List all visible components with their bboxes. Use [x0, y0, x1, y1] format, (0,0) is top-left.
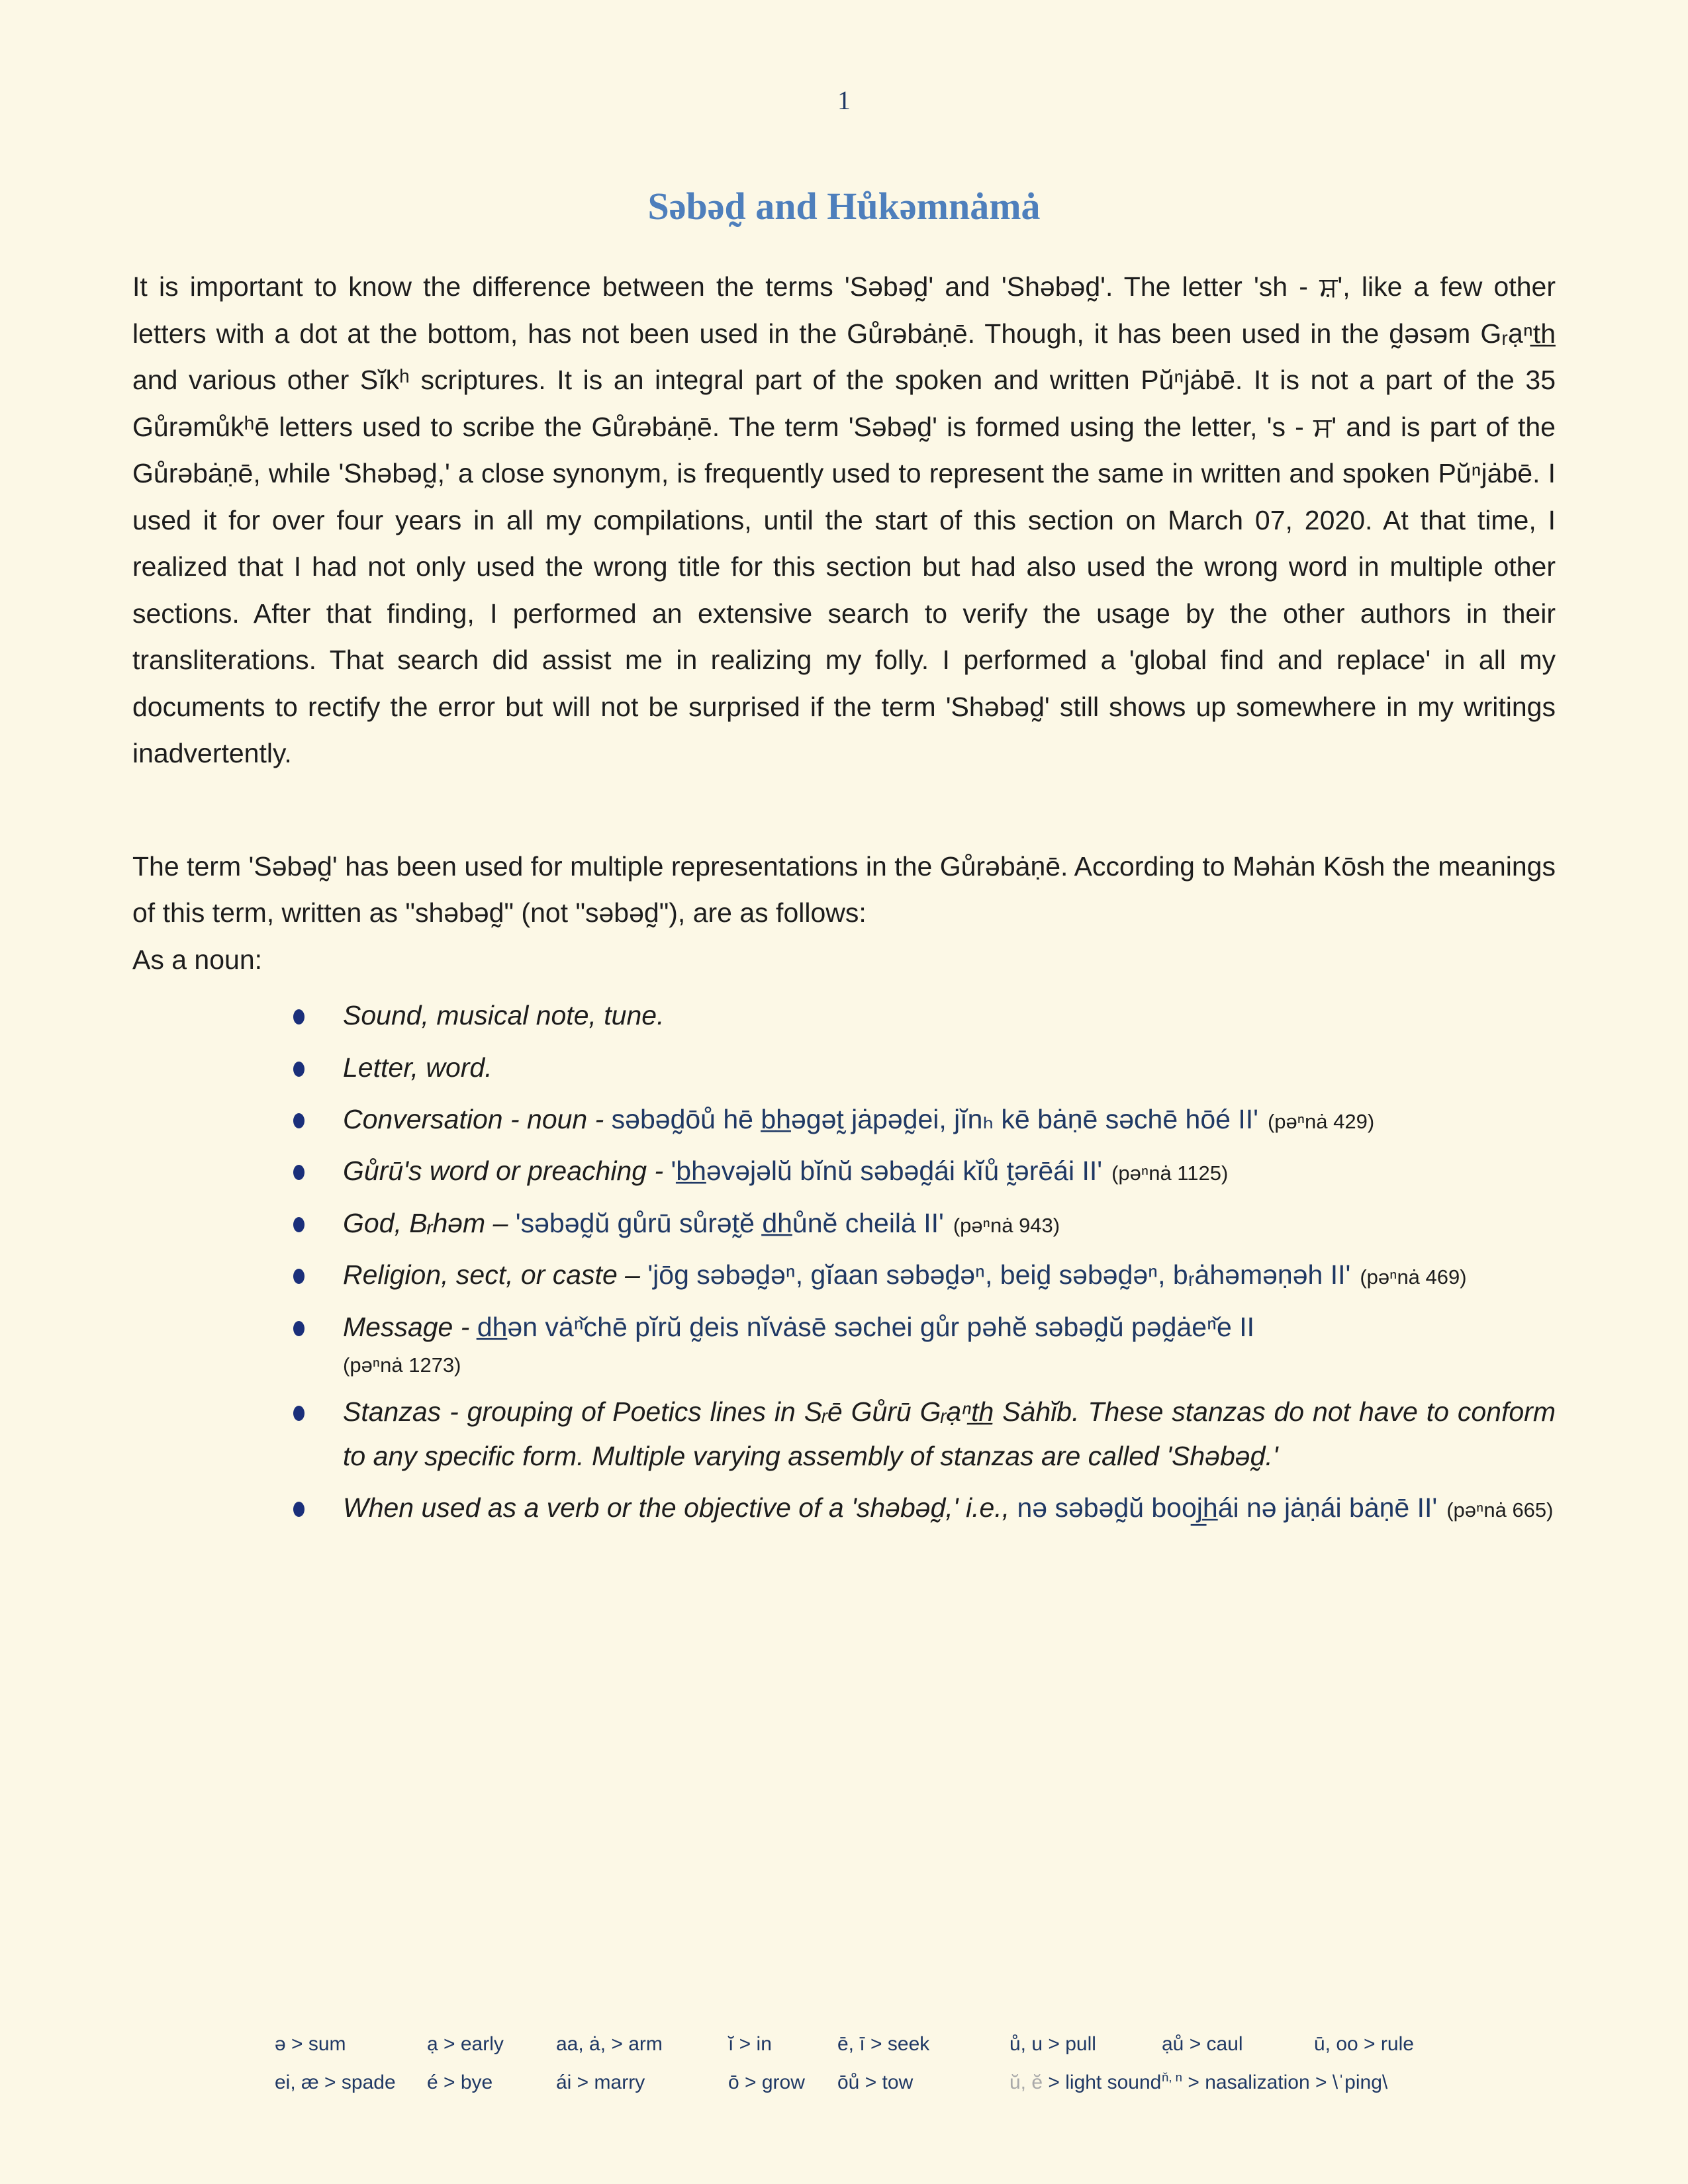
guide-entry: ē, ī > seek [837, 2033, 930, 2055]
page-reference: (pəⁿnȧ 429) [1267, 1110, 1375, 1134]
guide-entry [1009, 2071, 1162, 2094]
meaning-label: When used as a verb or the objective of a 'shəbəd̰,' i.e., [343, 1492, 1017, 1524]
bullet-icon [293, 1406, 305, 1421]
bullet-icon [293, 1113, 305, 1128]
guide-entry: ů, u > pull [1009, 2033, 1096, 2055]
meaning-label: God, Bᵣhəm – [343, 1207, 516, 1238]
gurbani-quote: 'jōg səbəd̰əⁿ, gĭaan səbəd̰əⁿ, beid̰ səbəd̰əⁿ, bᵣȧhəməṇəh II' [647, 1259, 1351, 1291]
bullet-icon [293, 1269, 305, 1284]
gurbani-quote: d̲h̲ən vȧⁿ̌chē pĭrŭ d̰eis nĭvȧsē səchei gůr pəhĕ səbəd̰ŭ pəd̰ȧeⁿ̌e II [477, 1311, 1254, 1342]
guide-entry: ạů > caul [1162, 2033, 1243, 2055]
guide-entry-text: > light sound [1043, 2071, 1162, 2093]
gurbani-quote: 'b̲h̲əvəjəlŭ bĭnŭ səbəd̰ái kĭů t̰ərēái II' [671, 1156, 1103, 1187]
guide-entry: ōů > tow [837, 2071, 914, 2093]
meaning-label: Letter, word. [343, 1052, 492, 1083]
guide-entry: ái > marry [556, 2071, 645, 2093]
guide-entry: ō > grow [728, 2071, 805, 2093]
guide-entry: ei, æ > spade [275, 2071, 396, 2093]
list-item [132, 1253, 1556, 1297]
guide-entry: ə > sum [275, 2033, 346, 2055]
page-content [132, 263, 1556, 1538]
paragraph-intro-difference: It is important to know the difference between the terms 'Səbəd̰' and 'Shəbəd̰'. The letter 'sh - ਸ਼', like a few other letters with a dot at the bottom, has not been used in the Gůrəbȧṇē. Though, it has been used in the d̰əsəm Gᵣạⁿt̲h̲ and various other Sĭkʰ scriptures. It is an integral part of the spoken and written Pŭⁿjȧbē. It is not a part of the 35 Gůrəmůkʰē letters used to scribe the Gůrəbȧṇē. The term 'Səbəd̰' is formed using the letter, 's - ਸ' and is part of the Gůrəbȧṇē, while 'Shəbəd̰,' a close synonym, is frequently used to represent the same in written and spoken Pŭⁿjȧbē. I used it for over four years in all my compilations, until the start of this section on March 07, 2020. At that time, I realized that I had not only used the wrong title for this section but had also used the wrong word in multiple other sections. After that finding, I performed an extensive search to verify the usage by the other authors in their transliterations. That search did assist me in realizing my folly. I performed a 'global find and replace' in all my documents to rectify the error but will not be surprised if the term 'Shəbəd̰' still shows up somewhere in my writings inadvertently. [132, 271, 1556, 769]
bullet-icon [293, 1502, 305, 1517]
bullet-icon [293, 1321, 305, 1336]
guide-entry: ū, oo > rule [1314, 2033, 1414, 2055]
list-item [132, 1201, 1556, 1245]
meaning-label: Religion, sect, or caste – [343, 1259, 648, 1291]
list-item [132, 1149, 1556, 1193]
page-reference: (pəⁿnȧ 1125) [1111, 1161, 1229, 1185]
meaning-label: Sound, musical note, tune. [343, 1000, 665, 1031]
muted-letters: ŭ, ĕ [1009, 2071, 1043, 2093]
page-reference: (pəⁿnȧ 1273) [343, 1353, 461, 1377]
page-title: Səbəd̰ and Hůkəmnȧmȧ [647, 185, 1041, 228]
list-item [132, 1390, 1556, 1478]
gurbani-quote: 'səbəd̰ŭ gůrū sůrət̰ĕ d̲h̲ůnĕ cheilȧ II' [515, 1207, 944, 1238]
list-intro: As a noun: [132, 944, 263, 975]
list-item [132, 1097, 1556, 1141]
meaning-label: Gůrū's word or preaching - [343, 1156, 671, 1187]
page-reference: (pəⁿnȧ 943) [953, 1213, 1060, 1237]
nasalization-letters: ň, n [1162, 2070, 1183, 2084]
bullet-icon [293, 1217, 305, 1232]
bullet-icon [293, 1009, 305, 1024]
list-item [132, 1486, 1556, 1529]
list-item [132, 993, 1556, 1037]
guide-entry: é > bye [427, 2071, 493, 2093]
meaning-label: Stanzas - grouping of Poetics lines in Sᵣē Gůrū Gᵣạⁿt̲h̲ Sȧhĭb. These stanzas do not have to conform to any specific form. Multiple varying assembly of stanzas are called 'Shəbəd̰.' [343, 1396, 1556, 1471]
list-item [132, 1046, 1556, 1089]
guide-entry-text: > nasalization > \ˈping\ [1182, 2071, 1388, 2093]
meaning-label: Message - [343, 1311, 477, 1342]
page-reference: (pəⁿnȧ 469) [1360, 1265, 1467, 1289]
bullet-icon [293, 1165, 305, 1180]
list-item [132, 1305, 1556, 1383]
paragraph-mahan-kosh: The term 'Səbəd̰' has been used for multiple representations in the Gůrəbȧṇē. According to Məhȧn Kōsh the meanings of this term, written as "shəbəd̰" (not "səbəd̰"), are as follows: [132, 850, 1556, 929]
meaning-label: Conversation - noun - [343, 1104, 612, 1135]
gurbani-quote: səbəd̰ōů hē b̲h̲əgət̰ jȧpəd̰ei, jĭnₕ kē bȧṇē səchē hōé II' [611, 1104, 1258, 1135]
pronunciation-guide [275, 2033, 1453, 2094]
page-reference: (pəⁿnȧ 665) [1446, 1498, 1554, 1522]
guide-entry: ạ > early [427, 2033, 504, 2055]
guide-entry [1162, 2070, 1453, 2094]
page-number: 1 [837, 85, 851, 115]
meanings-list [132, 993, 1556, 1529]
guide-entry: ĭ > in [728, 2033, 772, 2055]
bullet-icon [293, 1062, 305, 1077]
guide-entry: aa, ȧ, > arm [556, 2033, 663, 2055]
gurbani-quote: nə səbəd̰ŭ booj̲h̲ái nə jȧṇái bȧṇē II' [1017, 1492, 1438, 1524]
